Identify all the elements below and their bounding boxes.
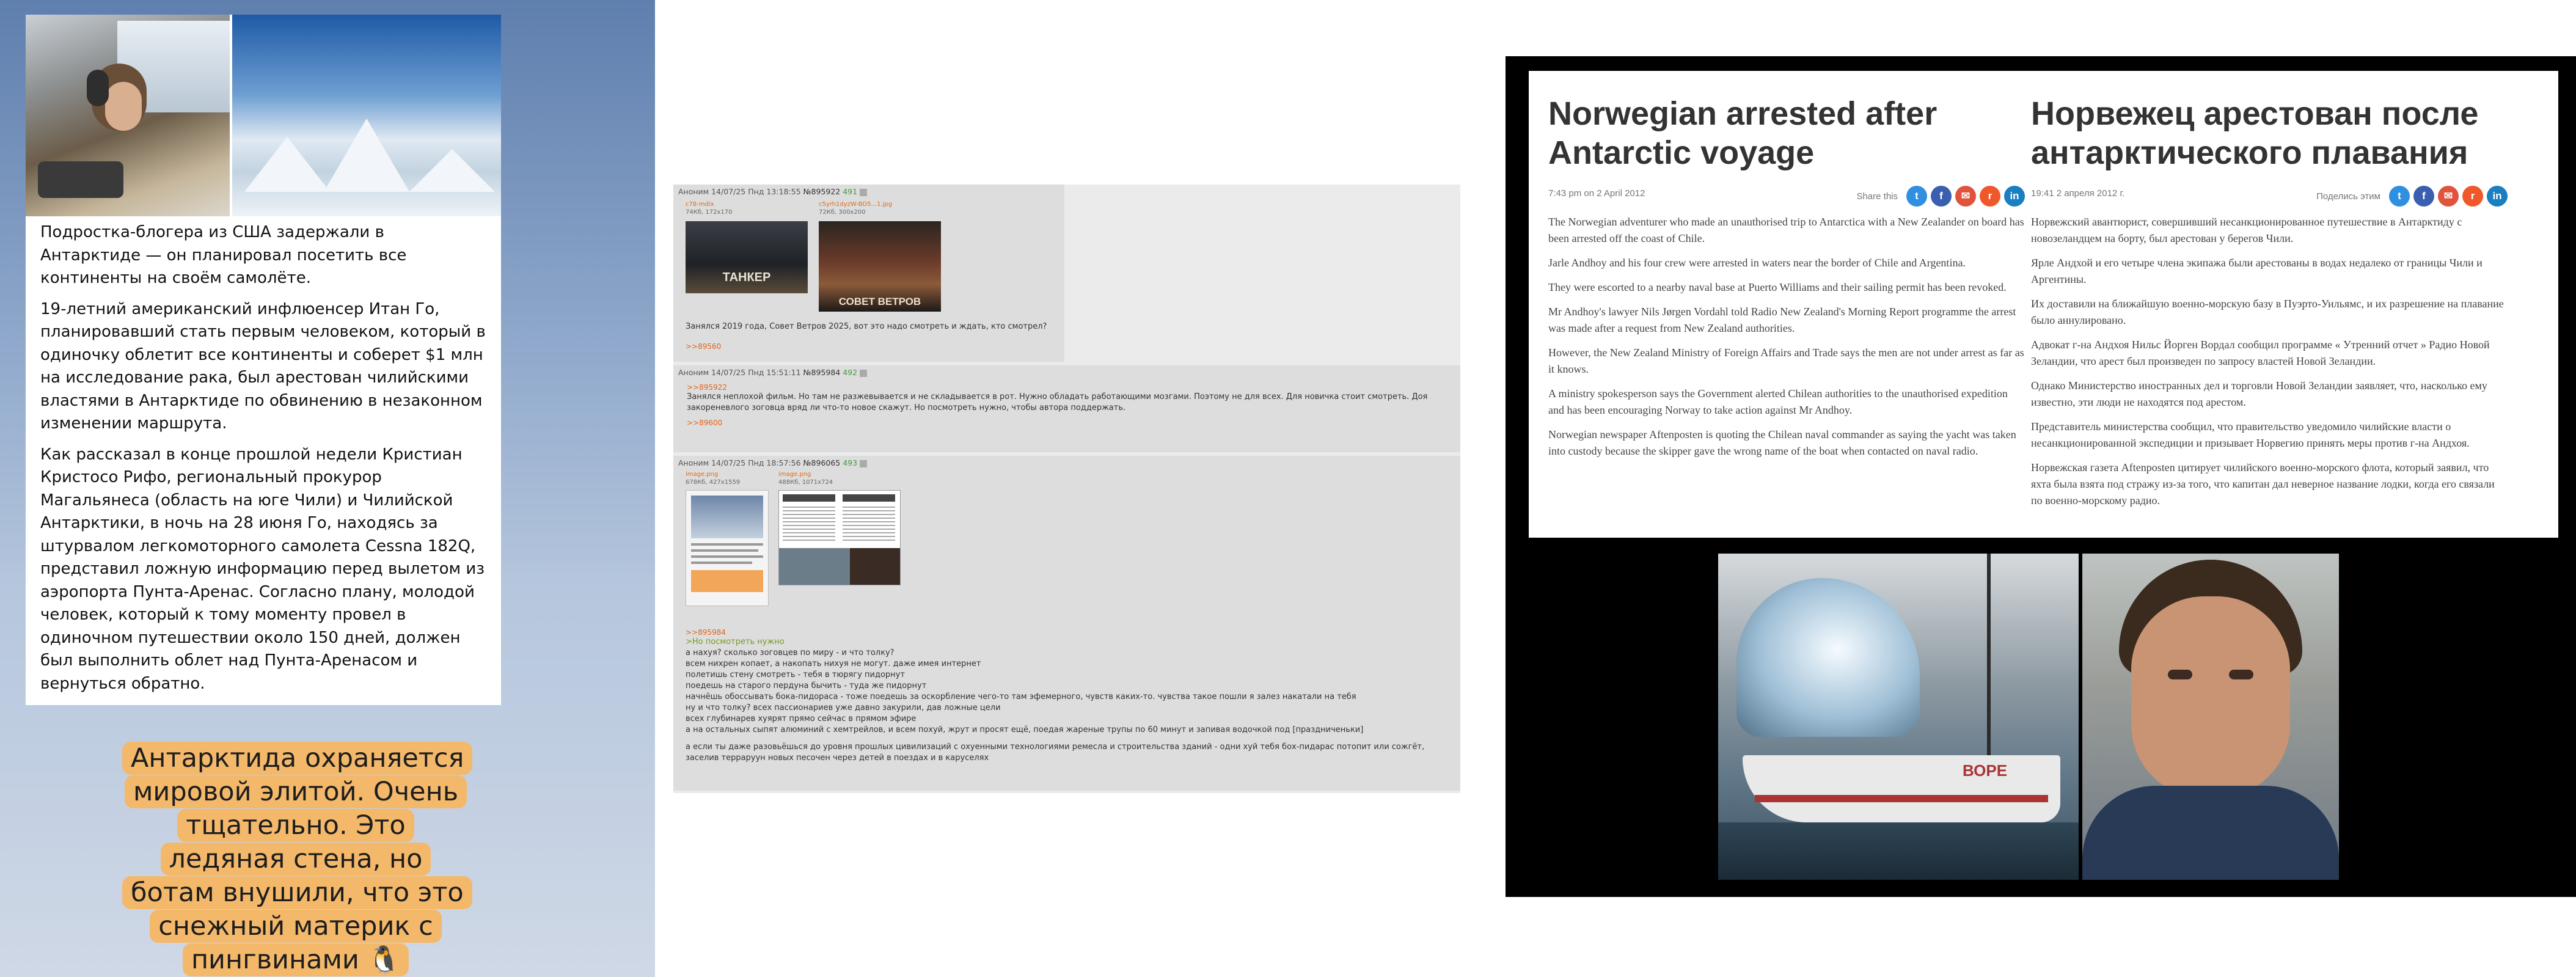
post-body: Занялся неплохой фильм. Но там не разжевывается и не складывается в рот. Нужно обладать работающими мозгами. Поэтому не для всех. Для новичка стоит смотреть. Доя закореневлого зоговца вряд ли что-то новое скажут. Но посмотреть нужно, чтобы автора поддержать. — [687, 392, 1428, 412]
quote-link[interactable]: >>895922 — [687, 383, 727, 392]
news-photos — [1718, 554, 2339, 880]
post-header — [678, 368, 1455, 377]
yacht-name-text: ВОРЕ — [1963, 761, 2008, 780]
news-article-sheet — [1529, 71, 2558, 538]
quote-link[interactable]: >>895984 — [686, 628, 726, 637]
file-name-link[interactable]: c78-mdix — [686, 201, 714, 208]
thumbnail-photo — [691, 496, 763, 538]
post-line: полетишь стену смотреть - тебя в тюрягу пидорнут — [686, 670, 905, 679]
meme-caption — [122, 742, 469, 977]
forum-post — [673, 185, 1064, 362]
ice-ridge — [244, 137, 330, 192]
thumbnail-text-block — [843, 507, 895, 543]
story-card — [26, 15, 501, 705]
story-paragraph: Как рассказал в конце прошлой недели Кристиан Кристосо Рифо, региональный прокурор Магальянеса (область на юге Чили) и Чилийской Антарктики, в ночь на 28 июня Го, находясь за штурвалом легкомоторного самолета Cessna 182Q, представил ложную информацию перед вылетом из аэропорта Пунта-Аренас. Согласно плану, молодой человек, который к тому моменту провел в одиночном путешествии около 150 дней, должен был выполнить облет над Пунта-Аренасом и вернуться обратно. — [40, 445, 485, 693]
news-paragraph: Ярле Андхой и его четыре члена экипажа были арестованы в водах недалеко от границы Чили и Аргентины. — [2031, 257, 2483, 285]
checkbox-icon[interactable] — [860, 370, 867, 377]
file-name-link[interactable]: image.png — [778, 471, 811, 478]
reddit-icon[interactable]: r — [2462, 186, 2483, 207]
yacht-hull — [1743, 755, 2060, 822]
file-name-link[interactable]: c5yrh1dyzW-BD5...1.jpg — [819, 201, 893, 208]
post-number-link[interactable]: №895984 — [803, 368, 841, 377]
news-paragraph: Норвежская газета Aftenposten цитирует чилийского военно-морского флота, который заявил, что яхта была взята под стражу из-за того, что капитан дал неверное название лодки, когда его связали по военно-морскому радио. — [2031, 461, 2495, 507]
sailor-eye — [2168, 670, 2192, 679]
photo-pilot-in-cockpit — [26, 15, 230, 216]
news-meta — [1548, 186, 2025, 210]
post-line: поедешь на старого пердуна бычить - туда же пидорнут — [686, 681, 927, 690]
news-panel — [1506, 56, 2576, 897]
linkedin-icon[interactable]: in — [2004, 186, 2025, 207]
news-paragraph: However, the New Zealand Ministry of Foreign Affairs and Trade says the men are not under arrest as far as it knows. — [1548, 346, 2024, 375]
thumbnail-image[interactable] — [819, 221, 941, 312]
post-date: 14/07/25 Пнд 13:18:55 — [711, 187, 801, 196]
news-body — [1548, 214, 2025, 459]
post-body: Занялся 2019 года, Совет Ветров 2025, вот это надо смотреть и ждать, кто смотрел? — [686, 322, 1047, 331]
post-line: всем нихрен копает, а накопать нихуя не могут. даже имея интернет — [686, 659, 981, 668]
checkbox-icon[interactable] — [860, 460, 867, 467]
post-header — [678, 187, 1059, 196]
thumbnail-image[interactable] — [686, 221, 808, 293]
photo-yacht-in-ice — [1718, 554, 2079, 880]
thumbnail-text-block — [783, 507, 835, 543]
news-column-russian — [2031, 71, 2508, 517]
meme-caption-text: Антарктида охраняется мировой элитой. Очень тщательно. Это ледяная стена, но ботам внушили, что это снежный материк с пингвинами 🐧 — [122, 742, 472, 976]
thumbnail-text-line — [691, 555, 763, 558]
post-line-spacer — [686, 736, 1449, 742]
thumbnail-headline — [843, 494, 895, 502]
twitter-icon[interactable]: t — [1906, 186, 1927, 207]
post-author: Аноним — [678, 458, 709, 467]
pilot-face — [105, 82, 142, 131]
email-icon[interactable]: ✉ — [2438, 186, 2459, 207]
thumbnail-title: СОВЕТ ВЕТРОВ — [838, 296, 921, 307]
story-text — [40, 221, 486, 703]
post-date: 14/07/25 Пнд 18:57:56 — [711, 458, 801, 467]
post-count: 491 — [843, 187, 858, 196]
story-photos — [26, 15, 501, 216]
pilot-headset — [87, 70, 109, 106]
file-meta: 72Кб, 300x200 — [819, 209, 866, 216]
thumbnail-caption-block — [691, 570, 763, 592]
news-column-english — [1548, 71, 2025, 467]
photo-antarctic-ice — [232, 15, 501, 216]
file-info — [819, 200, 965, 216]
story-panel — [0, 0, 655, 977]
forum-post — [673, 456, 1460, 791]
news-paragraph: Представитель министерства сообщил, что правительство уведомило чилийские власти о несанкционированной экспедиции и призывает Норвегию принять меры против г-на Андхоя. — [2031, 420, 2470, 449]
twitter-icon[interactable]: t — [2389, 186, 2410, 207]
file-meta: 488Кб, 1071x724 — [778, 479, 833, 486]
yacht-stripe — [1755, 795, 2048, 802]
news-paragraph: Однако Министерство иностранных дел и торговли Новой Зеландии заявляет, что, насколько ему известно, эти люди не находятся под арестом. — [2031, 379, 2487, 408]
news-meta — [2031, 186, 2508, 210]
post-count: 493 — [843, 458, 858, 467]
thumbnail-text-line — [691, 562, 752, 564]
thumbnail-image[interactable] — [686, 490, 769, 606]
news-paragraph: Mr Andhoy's lawyer Nils Jørgen Vordahl told Radio New Zealand's Morning Report programme the arrest was made after a request from New Zealand authorities. — [1548, 306, 2016, 334]
post-number-link[interactable]: №896065 — [803, 458, 841, 467]
post-line: всех глубинарев хуярят прямо сейчас в прямом эфире — [686, 714, 917, 723]
news-paragraph: Норвежский авантюрист, совершивший несанкционированное путешествие в Антарктиду с новозеландцем на борту, был арестован у берегов Чили. — [2031, 216, 2462, 244]
file-info — [686, 470, 771, 486]
thumbnail-text-line — [691, 543, 763, 546]
post-author: Аноним — [678, 187, 709, 196]
facebook-icon[interactable]: f — [2413, 186, 2434, 207]
post-line: а если ты даже разовьёшься до уровня прошлых цивилизаций с охуенными технологиями ремесла и строительства зданий - одни хуй тебя бох-пидарас потопит или сожгёт, заселив терраруун новых песочен через детей в поездах и в каруселях — [686, 742, 1425, 763]
ice-ridge — [324, 119, 409, 192]
photo-sailor-portrait — [2082, 554, 2339, 880]
ice-ridge — [409, 149, 495, 192]
thumbnail-image[interactable] — [778, 490, 901, 585]
email-icon[interactable]: ✉ — [1955, 186, 1976, 207]
thumbnail-text-line — [691, 549, 758, 552]
thumbnail-headline — [783, 494, 835, 502]
news-paragraph: The Norwegian adventurer who made an unauthorised trip to Antarctica with a New Zealander on board has been arrested off the coast of Chile. — [1548, 216, 2024, 244]
file-info — [686, 200, 808, 216]
share-label: Share this — [1856, 191, 1898, 202]
file-name-link[interactable]: image.png — [686, 471, 719, 478]
checkbox-icon[interactable] — [860, 189, 867, 196]
sailor-face — [2131, 596, 2290, 798]
control-yoke — [38, 161, 123, 198]
file-meta: 74Кб, 172x170 — [686, 209, 733, 216]
post-line: а нахуя? сколько зоговцев по миру - и что толку? — [686, 648, 895, 657]
post-date: 14/07/25 Пнд 15:51:11 — [711, 368, 801, 377]
story-headline: Подростка-блогера из США задержали в Антарктиде — он планировал посетить все континенты на своём самолёте. — [40, 223, 407, 287]
forum-post — [673, 365, 1460, 452]
linkedin-icon[interactable]: in — [2487, 186, 2508, 207]
post-author: Аноним — [678, 368, 709, 377]
news-paragraph: Jarle Andhoy and his four crew were arrested in waters near the border of Chile and Argentina. — [1548, 257, 1966, 269]
story-paragraph: 19-летний американский инфлюенсер Итан Го, планировавший стать первым человеком, который в одиночку облетит все континенты и соберет $1 млн на исследование рака, был арестован чилийскими властями в Антарктиде по обвинению в незаконном изменении маршрута. — [40, 299, 486, 433]
file-info — [778, 470, 901, 486]
post-content — [686, 628, 1449, 764]
news-paragraph: Их доставили на ближайшую военно-морскую базу в Пуэрто-Уильямс, и их разрешение на плавание было аннулировано. — [2031, 298, 2504, 326]
news-paragraph: A ministry spokesperson says the Government alerted Chilean authorities to the unauthorised expedition and has been encouraging Norway to take action against Mr Andhoy. — [1548, 387, 2008, 416]
facebook-icon[interactable]: f — [1931, 186, 1952, 207]
news-title: Norwegian arrested after Antarctic voyage — [1548, 95, 1937, 171]
post-number-link[interactable]: №895922 — [803, 187, 841, 196]
reply-link[interactable]: >>89600 — [687, 419, 723, 427]
news-paragraph: Адвокат г-на Андхоя Нильс Йорген Вордал сообщил программе « Утренний отчет » Радио Новой Зеландии, что арест был произведен по запросу властей Новой Зеландии. — [2031, 338, 2490, 367]
news-body — [2031, 214, 2508, 509]
news-paragraph: They were escorted to a nearby naval base at Puerto Williams and their sailing permit has been revoked. — [1548, 281, 2007, 293]
reddit-icon[interactable]: r — [1980, 186, 2000, 207]
post-line: ну и что толку? всех пассионариев уже давно закурили, дав ложные цели — [686, 703, 1001, 712]
reply-link[interactable]: >>89560 — [686, 342, 722, 351]
water — [1718, 822, 2079, 880]
news-date: 7:43 pm on 2 April 2012 — [1548, 188, 1645, 199]
post-line: начнёшь обоссывать бока-пидораса - тоже поедешь за оскорбление чего-то там эфемерного, чувств каких-то. чувства такое пошли я залез накатали на тебя — [686, 692, 1356, 701]
news-date: 19:41 2 апреля 2012 г. — [2031, 188, 2125, 199]
forum-thread — [673, 185, 1460, 793]
greentext-quote: >Но посмотреть нужно — [686, 637, 785, 646]
share-bar — [2316, 186, 2508, 207]
news-title: Норвежец арестован после антарктического плавания — [2031, 95, 2479, 171]
post-count: 492 — [843, 368, 858, 377]
sailor-eye — [2229, 670, 2253, 679]
thumbnail-title: ТАНКЕР — [722, 271, 771, 284]
share-label: Поделись этим — [2316, 191, 2380, 202]
yacht-mast — [1987, 554, 1991, 786]
post-line: а на остальных сыпят алюминий с хемтрейлов, и всем похуй, жрут и просят ещё, поедая жареные трупы по 60 минут и запивая водочкой под [праздниченьки] — [686, 725, 1364, 734]
file-meta: 678Кб, 427x1559 — [686, 479, 741, 486]
sailor-hood — [2082, 786, 2339, 880]
news-paragraph: Norwegian newspaper Aftenposten is quoting the Chilean naval commander as saying the yacht was taken into custody because the skipper gave the wrong name of the boat when contacted on naval radio. — [1548, 428, 2016, 457]
thumbnail-photo — [779, 548, 901, 585]
share-bar — [1856, 186, 2025, 207]
ice-arch — [1736, 578, 1920, 737]
post-header — [678, 458, 1455, 467]
